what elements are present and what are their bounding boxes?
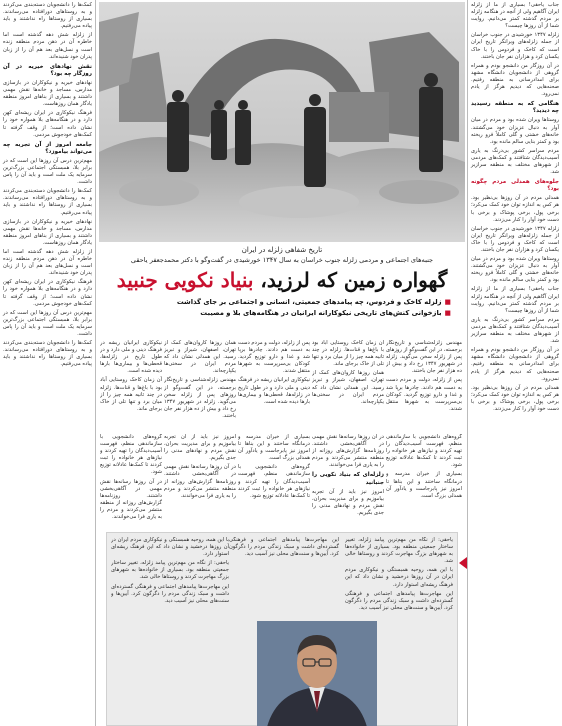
interviewee-portrait bbox=[257, 621, 377, 726]
paragraph: با این همه، روحیه همبستگی و نیکوکاری مردم ایران در آن روزها درخشید و نشان داد که این فرهنگ ریشه‌ای استوار دارد. bbox=[345, 567, 453, 588]
paragraph: امروز نیز باید از آن تجربه بیاموزیم و برای مدیریت بحران، نقش مردم و نهادهای مدنی را جدی بگیریم. bbox=[312, 488, 384, 516]
section-subheading: جلوه‌های همدلی مردم چگونه بود؟ bbox=[471, 179, 559, 193]
paragraph: مهم‌ترین درس آن روزها این است که در برابر بلا، همبستگی اجتماعی بزرگ‌ترین سرمایه یک ملت است و باید آن را پاس داشت. bbox=[3, 309, 92, 338]
bullet-text: زلزله کاخک و فردوس، چه پیامدهای جمعیتی، انسانی و اجتماعی بر جای گذاشت bbox=[176, 298, 442, 306]
paragraph: آن زمان کاخک روستایی آباد بود با باغ‌ها و قنات‌ها. زلزله در چند ثانیه همه چیز را از میان برد و تنها تلی از خاک برجای ماند. bbox=[100, 377, 162, 412]
headline-highlight: بنیاد نکویی جنبید bbox=[116, 268, 254, 292]
paragraph: زلزله ۱۳۴۷ خورشیدی در جنوب خراسان از جمله زلزله‌های ویرانگر تاریخ ایران است که کاخک و فردوس را با خاک یکسان کرد و هزاران نفر جان باختند. bbox=[471, 225, 559, 253]
paragraph: بسیاری از خیران مدرسه و درمانگاه ساختند و این بناها تا امروز نیز پابرجاست و یادآور آن همدلی بزرگ است. bbox=[238, 434, 310, 462]
red-square-icon: ■ bbox=[444, 309, 451, 317]
paragraph: بسیاری از خیران مدرسه و درمانگاه ساختند و این بناها تا امروز نیز پابرجاست و یادآور آن همدلی بزرگ است. bbox=[386, 471, 462, 499]
body-column bbox=[312, 340, 384, 428]
body-column bbox=[386, 434, 462, 528]
paragraph: در آن روزها رسانه‌ها نقش مهمی در آگاهی‌بخشی داشتند. روزنامه‌ها گزارش‌های روزانه از منطقه منتشر می‌کردند و مردم را به یاری فرا می‌خواندند. bbox=[164, 464, 236, 499]
earthquake-ruins-photo bbox=[99, 2, 465, 242]
box-column bbox=[229, 537, 339, 619]
bullet-list bbox=[105, 298, 459, 317]
section-subheading: نقش نهادهای خیریه در آن روزگار چه بود؟ bbox=[3, 63, 92, 77]
paragraph: کمک‌ها را دانشجویان دسته‌بندی می‌کردند و به روستاهای دورافتاده می‌رساندند. بسیاری از روستاها راه نداشتند و باید پیاده می‌رفتیم. bbox=[3, 188, 92, 216]
section-subheading: زلزله‌ای که بنیاد نکویی را جنبانید bbox=[312, 472, 384, 486]
paragraph: زلزله ۱۳۴۷ خورشیدی در جنوب خراسان از جمله زلزله‌های ویرانگر تاریخ ایران است که کاخک و فردوس را با خاک یکسان کرد و هزاران نفر جان باختند. bbox=[471, 32, 559, 60]
body-column bbox=[238, 434, 310, 528]
section-subheading: جامعه امروز از آن تجربه چه می‌تواند بیاموزد؟ bbox=[3, 141, 92, 155]
right-column bbox=[467, 0, 562, 726]
left-column bbox=[0, 0, 96, 726]
paragraph: از زلزله شش دهه گذشته است اما خاطره آن در ذهن مردم منطقه زنده است و نسل‌های بعد هم آن را از زبان پدران خود شنیده‌اند. bbox=[3, 32, 92, 60]
paragraph: پس از زلزله، دولت و مردم دست به دست هم دادند. چادرها برپا شد و غذا و دارو توزیع گردید. کودکان بی‌سرپرست به شهرها منتقل شدند. bbox=[386, 377, 462, 412]
paragraph: پس از زلزله، دولت و مردم دست به دست هم دادند. چادرها برپا شد و غذا و دارو توزیع گردید. کودکان بی‌سرپرست به شهرها منتقل شدند. bbox=[238, 340, 310, 375]
paragraph: مهندس زلزله‌شناسی و تاریخ‌نگار برجسته، در این گفت‌وگو از روزهای پس از زلزله سخن می‌گوید. زلزله در شهریور ۱۳۴۷ رخ داد و بیش از ده هزار نفر جان باختند. bbox=[386, 340, 462, 375]
paragraph: در آن روزها رسانه‌ها نقش مهمی در آگاهی‌بخشی داشتند. روزنامه‌ها گزارش‌های روزانه از منطقه منتشر می‌کردند و مردم را به یاری فرا می‌خواندند. bbox=[100, 478, 162, 521]
paragraph: فرهنگ نیکوکاری در ایران ریشه‌ای کهن دارد و در هنگامه‌های بلا همواره خود را نشان داده است؛ از وقف گرفته تا کمک‌های خودجوش مردمی. bbox=[3, 110, 92, 138]
paragraph: نیکوکاری ایرانیان ریشه در فرهنگ دینی و ملی دارد و در طول تاریخ در زلزله‌ها، قحطی‌ها و بیماری‌ها بارها دیده شده است. bbox=[100, 340, 162, 375]
paragraph: مردم سراسر کشور بی‌درنگ به یاری آسیب‌دیدگان شتافتند و کمک‌های مردمی از شهرهای مختلف به منطقه سرازیر شد. bbox=[471, 147, 559, 176]
ruins-illustration bbox=[99, 2, 465, 242]
article-header bbox=[99, 244, 465, 338]
paragraph: این مهاجرت‌ها پیامدهای اجتماعی و فرهنگی گسترده‌ای داشت و سبک زندگی مردم را دگرگون کرد. آیین‌ها و سنت‌های محلی نیز آسیب دید. bbox=[229, 537, 339, 558]
paragraph: در آن روزگار من دانشجو بودم و همراه گروهی از دانشجویان دانشگاه مشهد برای امدادرسانی به منطقه رفتیم. صحنه‌هایی که دیدیم هرگز از یادم نمی‌رود. bbox=[471, 347, 559, 382]
paragraph: این مهاجرت‌ها پیامدهای اجتماعی و فرهنگی گسترده‌ای داشت و سبک زندگی مردم را دگرگون کرد. آیین‌ها و سنت‌های محلی نیز آسیب دید. bbox=[111, 583, 229, 604]
body-column bbox=[312, 434, 384, 528]
paragraph: نهادهای خیریه و نیکوکاران در بازسازی مدارس، مساجد و خانه‌ها نقش مهمی داشتند و بسیاری از بناهای امروز منطقه یادگار همان روزهاست. bbox=[3, 79, 92, 108]
paragraph: کمک‌ها را دانشجویان دسته‌بندی می‌کردند و به روستاهای دورافتاده می‌رساندند. بسیاری از روستاها راه نداشتند و باید پیاده می‌رفتیم. bbox=[3, 2, 92, 30]
paragraph: یاحقی: از نگاه من مهم‌ترین پیامد زلزله، تغییر ساختار جمعیتی منطقه بود. بسیاری از خانواده‌ها به شهرهای بزرگ مهاجرت کردند و روستاها خالی شد. bbox=[111, 560, 229, 581]
box-column bbox=[111, 537, 229, 723]
body-column bbox=[386, 340, 462, 428]
bullet-item bbox=[105, 309, 451, 317]
paragraph: این مهاجرت‌ها پیامدهای اجتماعی و فرهنگی گسترده‌ای داشت و سبک زندگی مردم را دگرگون کرد. آیین‌ها و سنت‌های محلی نیز آسیب دید. bbox=[345, 590, 453, 611]
body-column bbox=[164, 340, 236, 428]
red-triangle-icon bbox=[459, 557, 467, 569]
paragraph: مهندس زلزله‌شناسی و تاریخ‌نگار برجسته، در این گفت‌وگو از روزهای پس از زلزله سخن می‌گوید. زلزله در شهریور ۱۳۴۷ رخ داد و بیش از ده هزار نفر جان باختند. bbox=[164, 377, 236, 419]
paragraph: مردم سراسر کشور بی‌درنگ به یاری آسیب‌دیدگان شتافتند و کمک‌های مردمی از شهرهای مختلف به منطقه سرازیر شد. bbox=[471, 316, 559, 345]
paragraph: نیکوکاری ایرانیان ریشه در فرهنگ دینی و ملی دارد و در طول تاریخ در زلزله‌ها، قحطی‌ها و بیماری‌ها بارها دیده شده است. bbox=[238, 377, 310, 405]
paragraph: همان روزها کاروان‌های کمک از تهران، اصفهان، شیراز و تبریز رسید. این همدلی نشان داد که مردم ایران در سختی‌ها یکپارچه‌اند. bbox=[164, 340, 236, 375]
paragraph: نهادهای خیریه و نیکوکاران در بازسازی مدارس، مساجد و خانه‌ها نقش مهمی داشتند و بسیاری از بناهای امروز منطقه یادگار همان روزهاست. bbox=[3, 218, 92, 246]
paragraph: روستاها ویران شده بود و مردم در میان آوار به دنبال عزیزان خود می‌گشتند. خانه‌های خشتی و گلی کاملاً فرو ریخته بود و کمتر بنایی سالم مانده بود. bbox=[471, 117, 559, 145]
paragraph: کمک‌ها را دانشجویان دسته‌بندی می‌کردند و به روستاهای دورافتاده می‌رساندند. بسیاری از روستاها راه نداشتند و باید پیاده می‌رفتیم. bbox=[3, 340, 92, 368]
paragraph: امروز نیز باید از آن تجربه بیاموزیم و برای مدیریت بحران، نقش مردم و نهادهای مدنی را جدی بگیریم. bbox=[164, 434, 236, 462]
red-square-icon: ■ bbox=[444, 298, 451, 306]
paragraph: همان روزها کاروان‌های کمک از تهران، اصفهان، شیراز و تبریز رسید. این همدلی نشان داد که مردم ایران در سختی‌ها یکپارچه‌اند. bbox=[312, 370, 384, 405]
paragraph: گروه‌های دانشجویی با سازماندهی منظم، فهرست آسیب‌دیدگان را تهیه کردند و نیازهای هر خانواده را ثبت کردند تا کمک‌ها عادلانه توزیع شود. bbox=[386, 434, 462, 469]
paragraph: همدلی مردم در آن روزها بی‌نظیر بود. هر کس به اندازه توان خود کمک می‌کرد؛ برخی پول، برخی پوشاک و برخی با دست خود آوار را کنار می‌زدند. bbox=[471, 384, 559, 412]
body-column bbox=[238, 340, 310, 428]
paragraph: در آن روزگار من دانشجو بودم و همراه گروهی از دانشجویان دانشگاه مشهد برای امدادرسانی به منطقه رفتیم. صحنه‌هایی که دیدیم هرگز از یادم نمی‌رود. bbox=[471, 62, 559, 98]
headline bbox=[105, 268, 459, 292]
paragraph: با این همه، روحیه همبستگی و نیکوکاری مردم ایران در آن روزها درخشید و نشان داد که این فرهنگ ریشه‌ای استوار دارد. bbox=[111, 537, 229, 558]
paragraph: روستاها ویران شده بود و مردم در میان آوار به دنبال عزیزان خود می‌گشتند. خانه‌های خشتی و گلی کاملاً فرو ریخته بود و کمتر بنایی سالم مانده بود. bbox=[471, 256, 559, 284]
paragraph: در آن روزها رسانه‌ها نقش مهمی در آگاهی‌بخشی داشتند. روزنامه‌ها گزارش‌های روزانه از منطقه منتشر می‌کردند و مردم را به یاری فرا می‌خواندند. bbox=[312, 434, 384, 469]
section-subheading: هنگامی که به منطقه رسیدید چه دیدید؟ bbox=[471, 101, 559, 115]
body-column bbox=[100, 340, 162, 428]
paragraph: جناب یاحقی! بسیاری از ما از زلزله ایران آگاهیم ولی از آنچه در هنگامه زلزله بر مردم گذشته کمتر می‌دانیم. روایت شما از آن روزها چیست؟ bbox=[471, 2, 559, 30]
body-column bbox=[164, 434, 236, 528]
paragraph: از زلزله شش دهه گذشته است اما خاطره آن در ذهن مردم منطقه زنده است و نسل‌های بعد هم آن را از زبان پدران خود شنیده‌اند. bbox=[3, 249, 92, 277]
kicker: تاریخ شفاهی زلزله در ایران bbox=[241, 246, 323, 254]
body-column bbox=[100, 434, 162, 528]
paragraph: جناب یاحقی! بسیاری از ما از زلزله ایران آگاهیم ولی از آنچه در هنگامه زلزله بر مردم گذشته کمتر می‌دانیم. روایت شما از آن روزها چیست؟ bbox=[471, 286, 559, 314]
paragraph: فرهنگ نیکوکاری در ایران ریشه‌ای کهن دارد و در هنگامه‌های بلا همواره خود را نشان داده است؛ از وقف گرفته تا کمک‌های خودجوش مردمی. bbox=[3, 279, 92, 307]
interview-box bbox=[106, 532, 458, 726]
subkicker: جنبه‌های اجتماعی و مردمی زلزله جنوب خراسان به سال ۱۳۴۷ خورشیدی در گفت‌وگو با دکتر محمدجعفر یاحقی bbox=[130, 256, 434, 264]
paragraph: همدلی مردم در آن روزها بی‌نظیر بود. هر کس به اندازه توان خود کمک می‌کرد؛ برخی پول، برخی پوشاک و برخی با دست خود آوار را کنار می‌زدند. bbox=[471, 195, 559, 223]
headline-part: گهواره زمین که لرزید، bbox=[253, 268, 448, 292]
bullet-item bbox=[105, 298, 451, 306]
paragraph: آن زمان کاخک روستایی آباد بود با باغ‌ها و قنات‌ها. زلزله در چند ثانیه همه چیز را از میان برد و تنها تلی از خاک برجای ماند. bbox=[312, 340, 384, 368]
portrait-illustration bbox=[257, 621, 377, 726]
paragraph: مهم‌ترین درس آن روزها این است که در برابر بلا، همبستگی اجتماعی بزرگ‌ترین سرمایه یک ملت است و باید آن را پاس داشت. bbox=[3, 157, 92, 186]
paragraph: یاحقی: از نگاه من مهم‌ترین پیامد زلزله، تغییر ساختار جمعیتی منطقه بود. بسیاری از خانواده‌ها به شهرهای بزرگ مهاجرت کردند و روستاها خالی شد. bbox=[345, 537, 453, 565]
paragraph: گروه‌های دانشجویی با سازماندهی منظم، فهرست آسیب‌دیدگان را تهیه کردند و نیازهای هر خانواده را ثبت کردند تا کمک‌ها عادلانه توزیع شود. bbox=[100, 434, 162, 476]
bullet-text: بازخوانی کنش‌های تاریخی نیکوکارانه ایرانیان در هنگامه‌های بلا و مصیبت bbox=[200, 309, 442, 317]
paragraph: گروه‌های دانشجویی با سازماندهی منظم، فهرست آسیب‌دیدگان را تهیه کردند و نیازهای هر خانواده را ثبت کردند تا کمک‌ها عادلانه توزیع شود. bbox=[238, 464, 310, 499]
